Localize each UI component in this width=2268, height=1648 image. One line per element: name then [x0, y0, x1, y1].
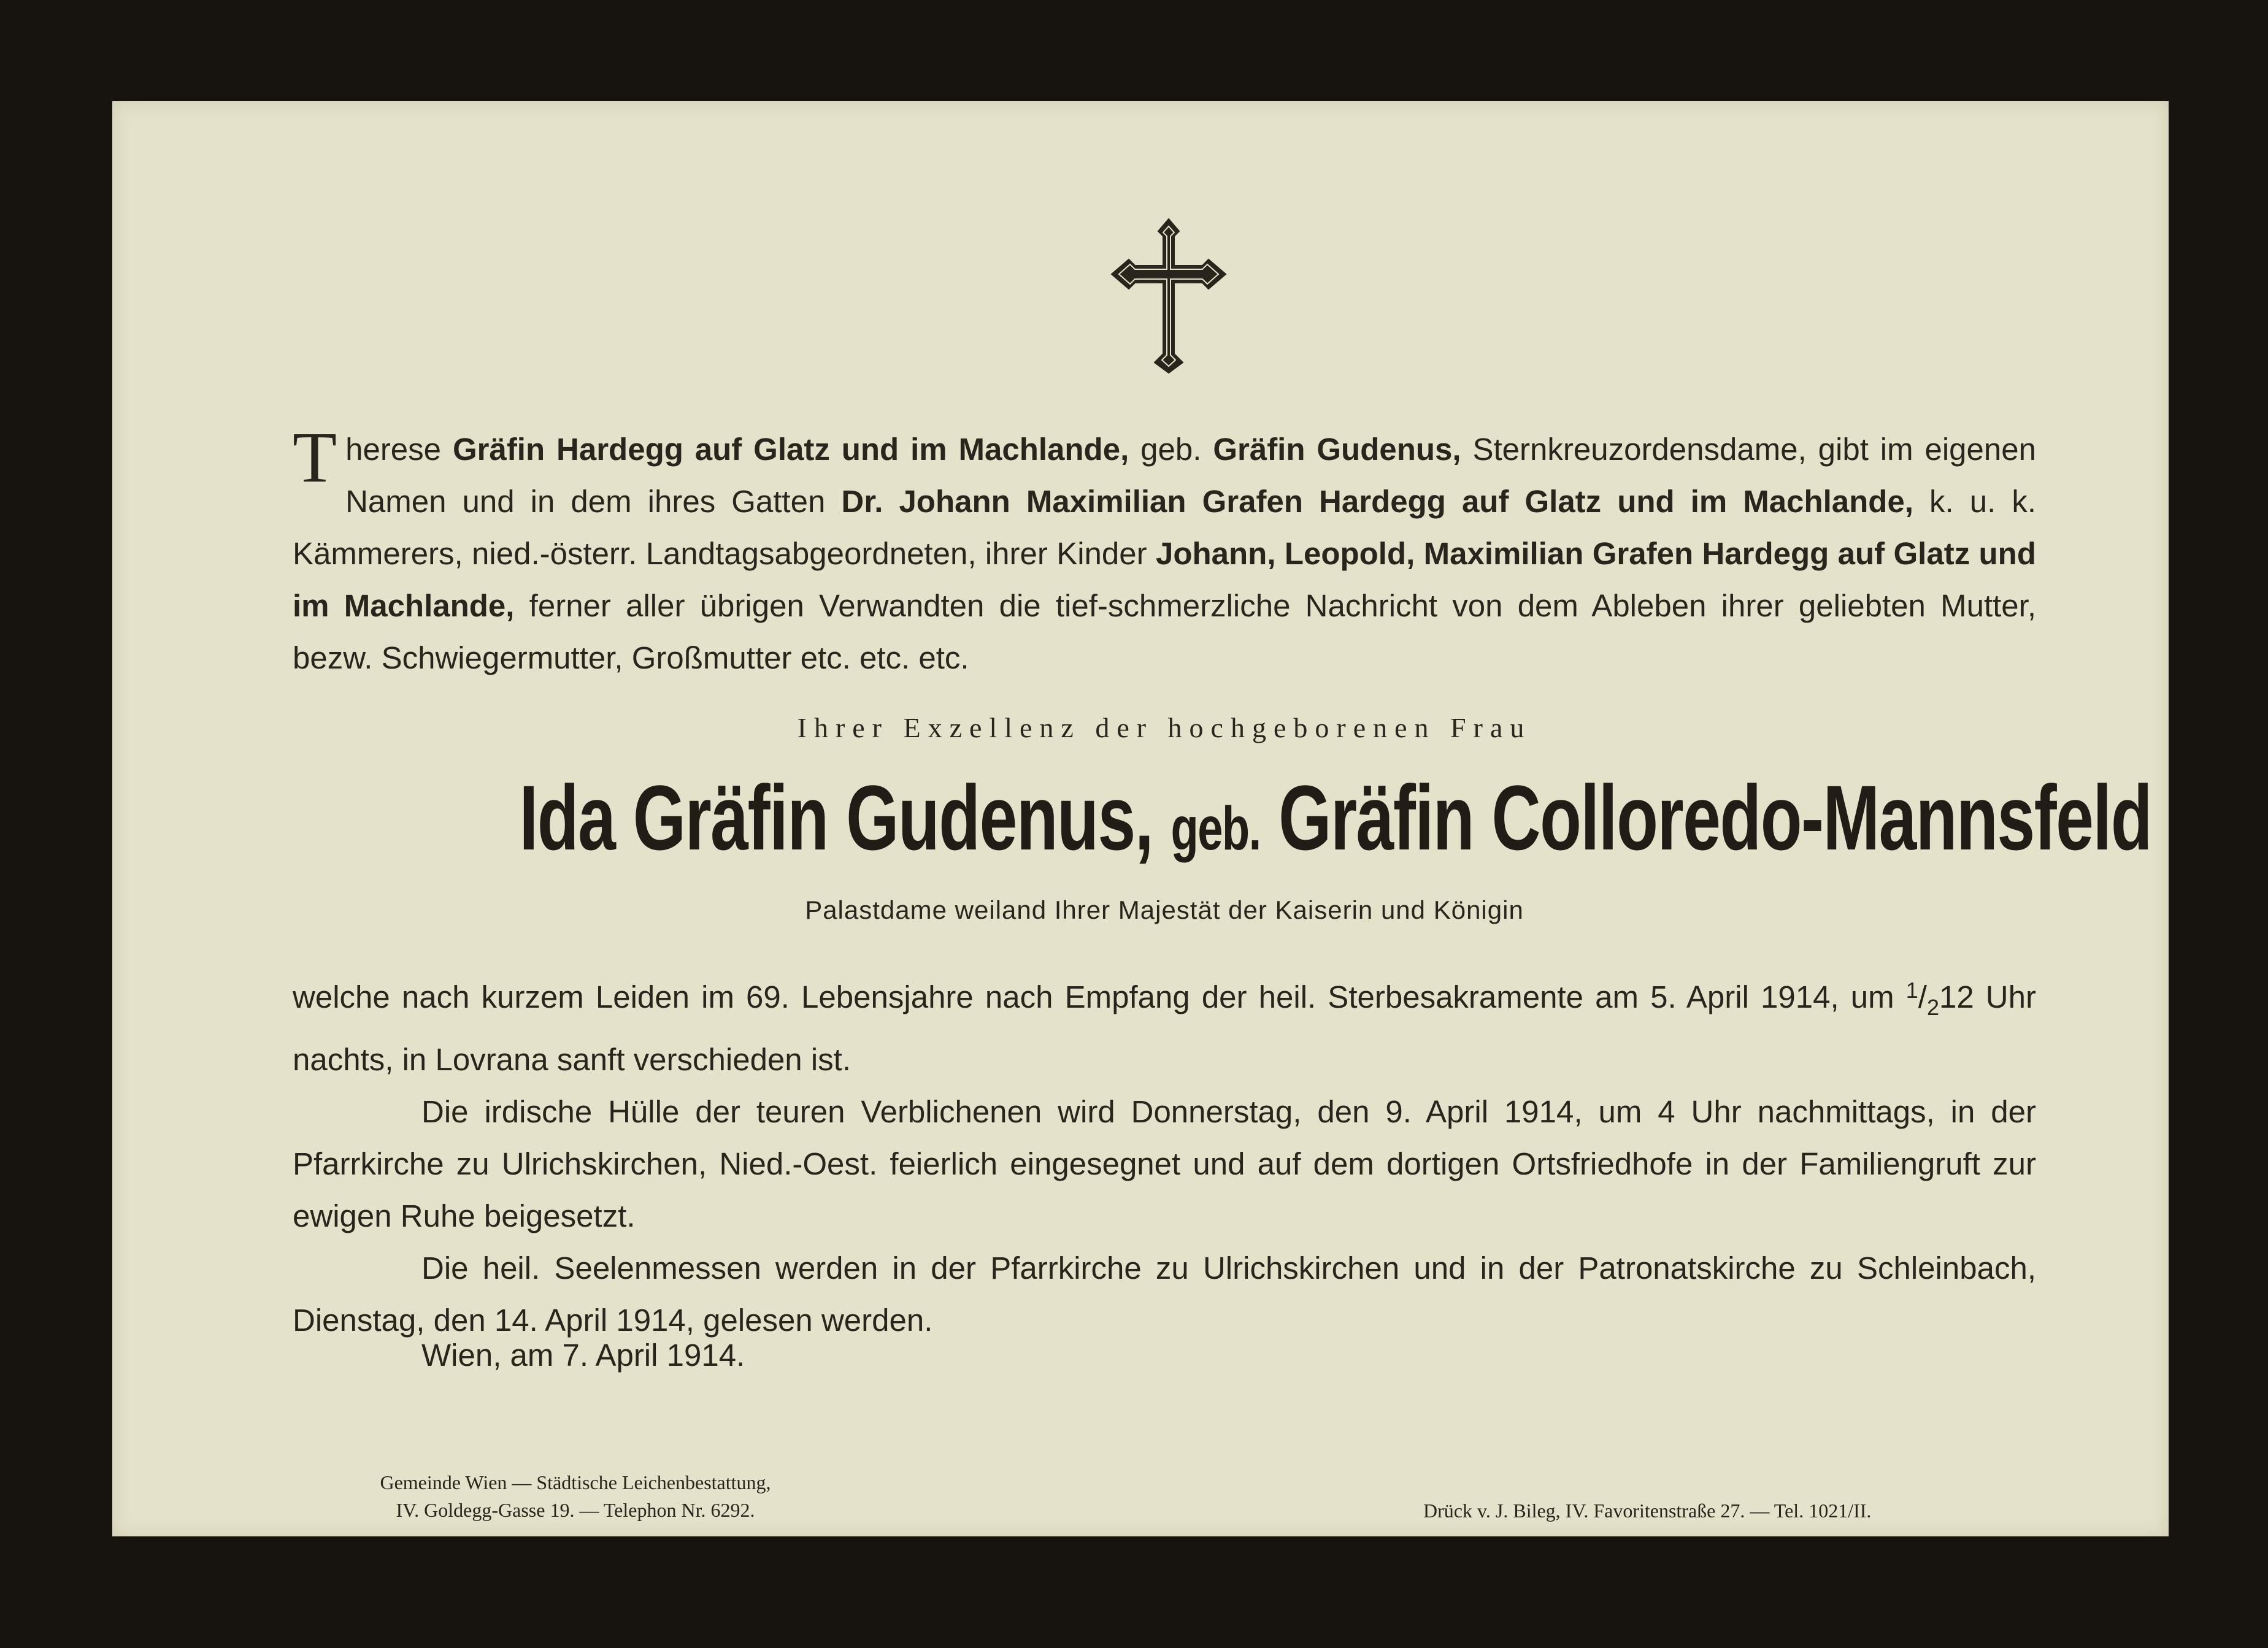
name-first-part: Ida Gräfin Gudenus, — [519, 766, 1153, 869]
honorific-line: Ihrer Exzellenz der hochgeborenen Frau — [797, 712, 1532, 743]
undertaker-imprint — [299, 1469, 851, 1524]
deceased-name — [519, 765, 2152, 881]
announcement-paragraph — [293, 417, 2037, 684]
text-run: geb. — [1129, 432, 1213, 467]
mass-paragraph: Die heil. Seelenmessen werden in der Pfarrkirche zu Ulrichskirchen und in der Patronatskirche zu Schleinbach, Dienstag, den 14. April 1914, gelesen werden. — [293, 1251, 2036, 1338]
name-second-part: Gräfin Colloredo-Mannsfeld — [1278, 766, 2152, 869]
imprint-line: Gemeinde Wien — Städtische Leichenbestattung, — [380, 1471, 771, 1493]
text-run: herese — [345, 432, 453, 467]
bold-name: Gräfin Hardegg auf Glatz und im Machlande, — [452, 432, 1129, 467]
imprint-line: IV. Goldegg-Gasse 19. — Telephon Nr. 6292. — [396, 1499, 755, 1521]
place-date: Wien, am 7. April 1914. — [421, 1338, 745, 1373]
death-paragraph — [293, 964, 2036, 1086]
bold-name: Dr. Johann Maximilian Grafen Hardegg auf Glatz und im Machlande, — [841, 484, 1913, 519]
burial-paragraph: Die irdische Hülle der teuren Verblichenen wird Donnerstag, den 9. April 1914, um 4 Uhr nachmittags, in der Pfarrkirche zu Ulrichskirchen, Nied.-Oest. feierlich eingesegnet und auf dem dortigen Ortsfriedhofe in der Familiengruft zur ewigen Ruhe beigesetzt. — [293, 1094, 2036, 1233]
details-block — [293, 964, 2036, 1346]
bold-name: Gräfin Gudenus, — [1213, 432, 1461, 467]
printer-imprint: Drück v. J. Bileg, IV. Favoritenstraße 27. — Tel. 1021/II. — [1423, 1500, 1872, 1522]
fraction-slash: / — [1918, 979, 1927, 1014]
latin-cross-icon — [1110, 218, 1227, 374]
name-geb: geb. — [1171, 794, 1261, 863]
text-run: 12 Uhr nachts, in Lovrana sanft verschieden ist. — [293, 979, 2036, 1077]
fraction-denominator: 2 — [1926, 995, 1939, 1020]
deceased-title: Palastdame weiland Ihrer Majestät der Kaiserin und Königin — [805, 895, 1524, 924]
drop-cap: T — [293, 417, 337, 497]
text-run: Sternkreuzordensdame, gibt im eigenen Namen und in dem ihres Gatten — [345, 432, 2036, 519]
bold-name: Johann, Leopold, Maximilian Grafen Hardegg auf Glatz und im Machlande, — [293, 536, 2036, 623]
text-run: k. u. k. Kämmerers, nied.-österr. Landtagsabgeordneten, ihrer Kinder — [293, 484, 2036, 571]
text-run: ferner aller übrigen Verwandten die tief-schmerzliche Nachricht von dem Ableben ihrer geliebten Mutter, bezw. Schwiegermutter, Großmutter etc. etc. etc. — [293, 588, 2037, 675]
text-run: welche nach kurzem Leiden im 69. Lebensjahre nach Empfang der heil. Sterbesakramente am 5. April 1914, um — [293, 979, 1906, 1014]
fraction-numerator: 1 — [1905, 978, 1918, 1003]
